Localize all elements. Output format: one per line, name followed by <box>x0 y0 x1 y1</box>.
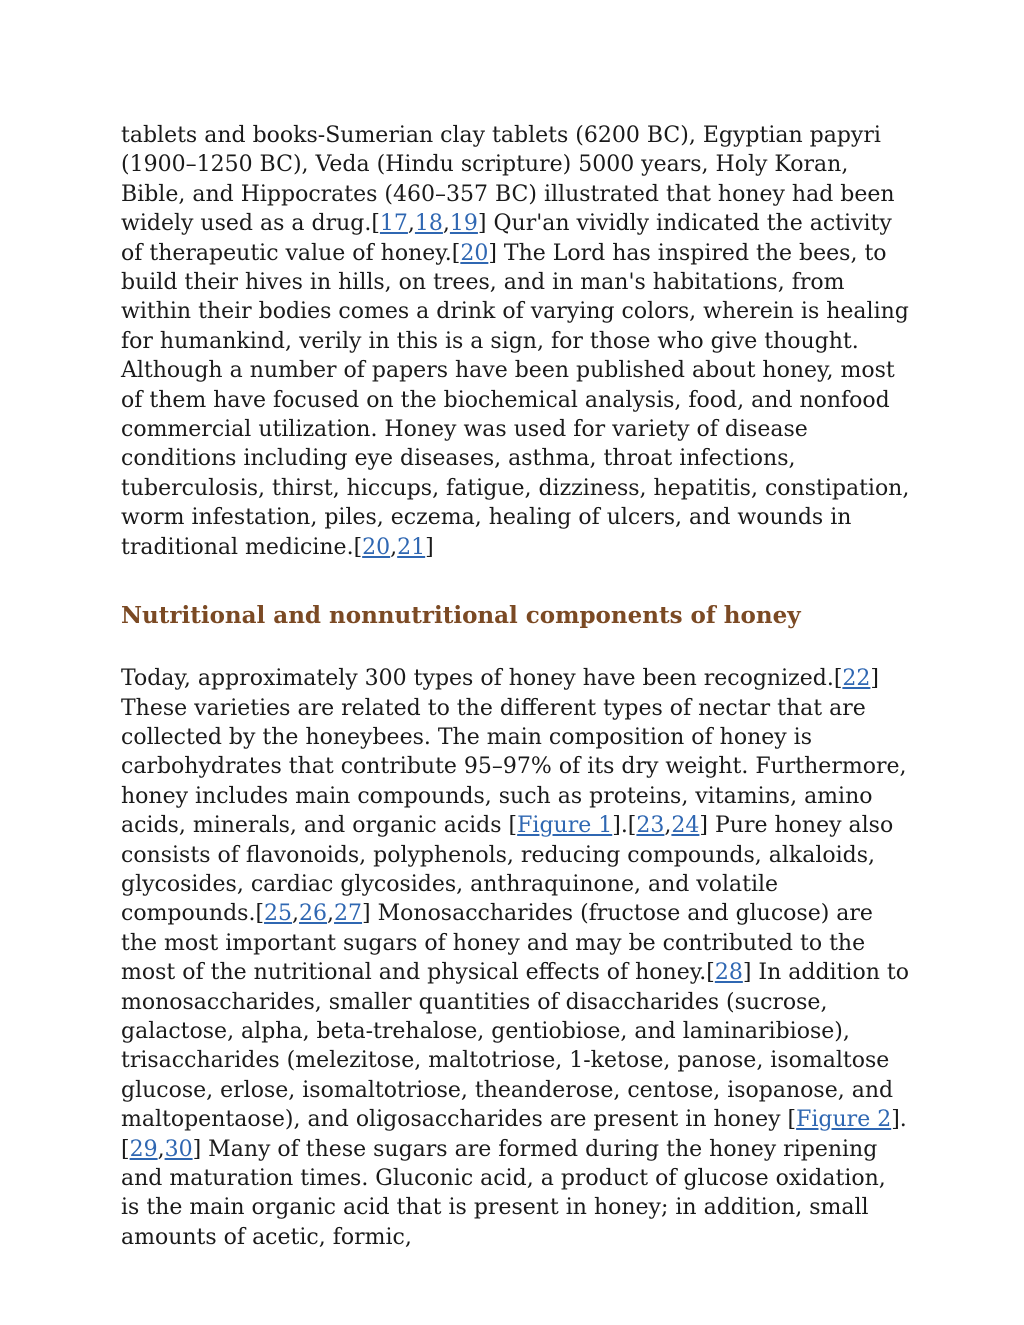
citation-link[interactable]: 19 <box>449 211 478 237</box>
citation-link[interactable]: 23 <box>636 813 665 839</box>
paragraph-text: ] Qur'an vividly indicated the activity of therapeutic value of honey.[ <box>121 211 892 266</box>
paragraph-text: , <box>407 211 415 237</box>
figure-link[interactable]: Figure 2 <box>796 1107 892 1133</box>
citation-link[interactable]: 24 <box>671 813 700 839</box>
citation-link[interactable]: 27 <box>334 901 363 927</box>
paragraph-history-of-honey <box>121 121 911 562</box>
paragraph-text: , <box>327 901 335 927</box>
citation-link[interactable]: 22 <box>842 666 871 692</box>
citation-link[interactable]: 18 <box>414 211 443 237</box>
paragraph-text: ] Pure honey also consists of flavonoids, polyphenols, reducing compounds, alkaloids, glycosides, cardiac glycosides, anthraquinone, and volatile compounds.[ <box>121 813 894 927</box>
citation-link[interactable]: 26 <box>299 901 328 927</box>
citation-link[interactable]: 21 <box>397 534 426 560</box>
figure-link[interactable]: Figure 1 <box>517 813 613 839</box>
citation-link[interactable]: 29 <box>129 1136 158 1162</box>
paragraph-text: ] Monosaccharides (fructose and glucose) are the most important sugars of honey and may be contributed to the most of the nutritional and physical effects of honey.[ <box>121 901 873 986</box>
paragraph-text: Today, approximately 300 types of honey have been recognized.[ <box>121 666 843 692</box>
citation-link[interactable]: 17 <box>379 211 408 237</box>
paragraph-text: ] These varieties are related to the different types of nectar that are collected by the honeybees. The main composition of honey is carbohydrates that contribute 95–97% of its dry weight. Furthermore, honey includes main compounds, such as proteins, vitamins, amino acids, minerals, and organic acids [ <box>121 666 907 839</box>
section-heading: Nutritional and nonnutritional components of honey <box>121 602 801 630</box>
document-page <box>121 121 911 1252</box>
paragraph-text: ].[ <box>612 813 637 839</box>
paragraph-text: ].[ <box>121 1107 907 1162</box>
paragraph-honey-composition <box>121 664 911 1252</box>
spacer <box>121 631 911 664</box>
paragraph-text: , <box>157 1136 165 1162</box>
citation-link[interactable]: 25 <box>264 901 293 927</box>
paragraph-text: ] The Lord has inspired the bees, to build their hives in hills, on trees, and in man's habitations, from within their bodies comes a drink of varying colors, wherein is healing for humankind, verily in this is a sign, for those who give thought. Although a number of papers have been published about honey, most of them have focused on the biochemical analysis, food, and nonfood commercial utilization. Honey was used for variety of disease conditions including eye diseases, asthma, throat infections, tuberculosis, thirst, hiccups, fatigue, dizziness, hepatitis, constipation, worm infestation, piles, eczema, healing of ulcers, and wounds in traditional medicine.[ <box>121 240 910 560</box>
paragraph-text: ] <box>425 534 434 560</box>
paragraph-text: , <box>292 901 300 927</box>
citation-link[interactable]: 30 <box>164 1136 193 1162</box>
paragraph-text: , <box>664 813 672 839</box>
citation-link[interactable]: 20 <box>460 240 489 266</box>
citation-link[interactable]: 28 <box>714 960 743 986</box>
paragraph-text: , <box>442 211 450 237</box>
paragraph-text: tablets and books-Sumerian clay tablets (6200 BC), Egyptian papyri (1900–1250 BC), Veda (Hindu scripture) 5000 years, Holy Koran, Bible, and Hippocrates (460–357 BC) illustrated that honey had been widely used as a drug.[ <box>121 123 895 237</box>
spacer <box>121 562 911 601</box>
paragraph-text: ] In addition to monosaccharides, smaller quantities of disaccharides (sucrose, galactose, alpha, beta-trehalose, gentiobiose, and laminaribiose), trisaccharides (melezitose, maltotriose, 1-ketose, panose, isomaltose glucose, erlose, isomaltotriose, theanderose, centose, isopanose, and maltopentaose), and oligosaccharides are present in honey [ <box>121 960 909 1133</box>
paragraph-text: , <box>390 534 398 560</box>
paragraph-text: ] Many of these sugars are formed during the honey ripening and maturation times. Gluconic acid, a product of glucose oxidation, is the main organic acid that is present in honey; in addition, small amounts of acetic, formic, <box>121 1136 886 1250</box>
citation-link[interactable]: 20 <box>362 534 391 560</box>
